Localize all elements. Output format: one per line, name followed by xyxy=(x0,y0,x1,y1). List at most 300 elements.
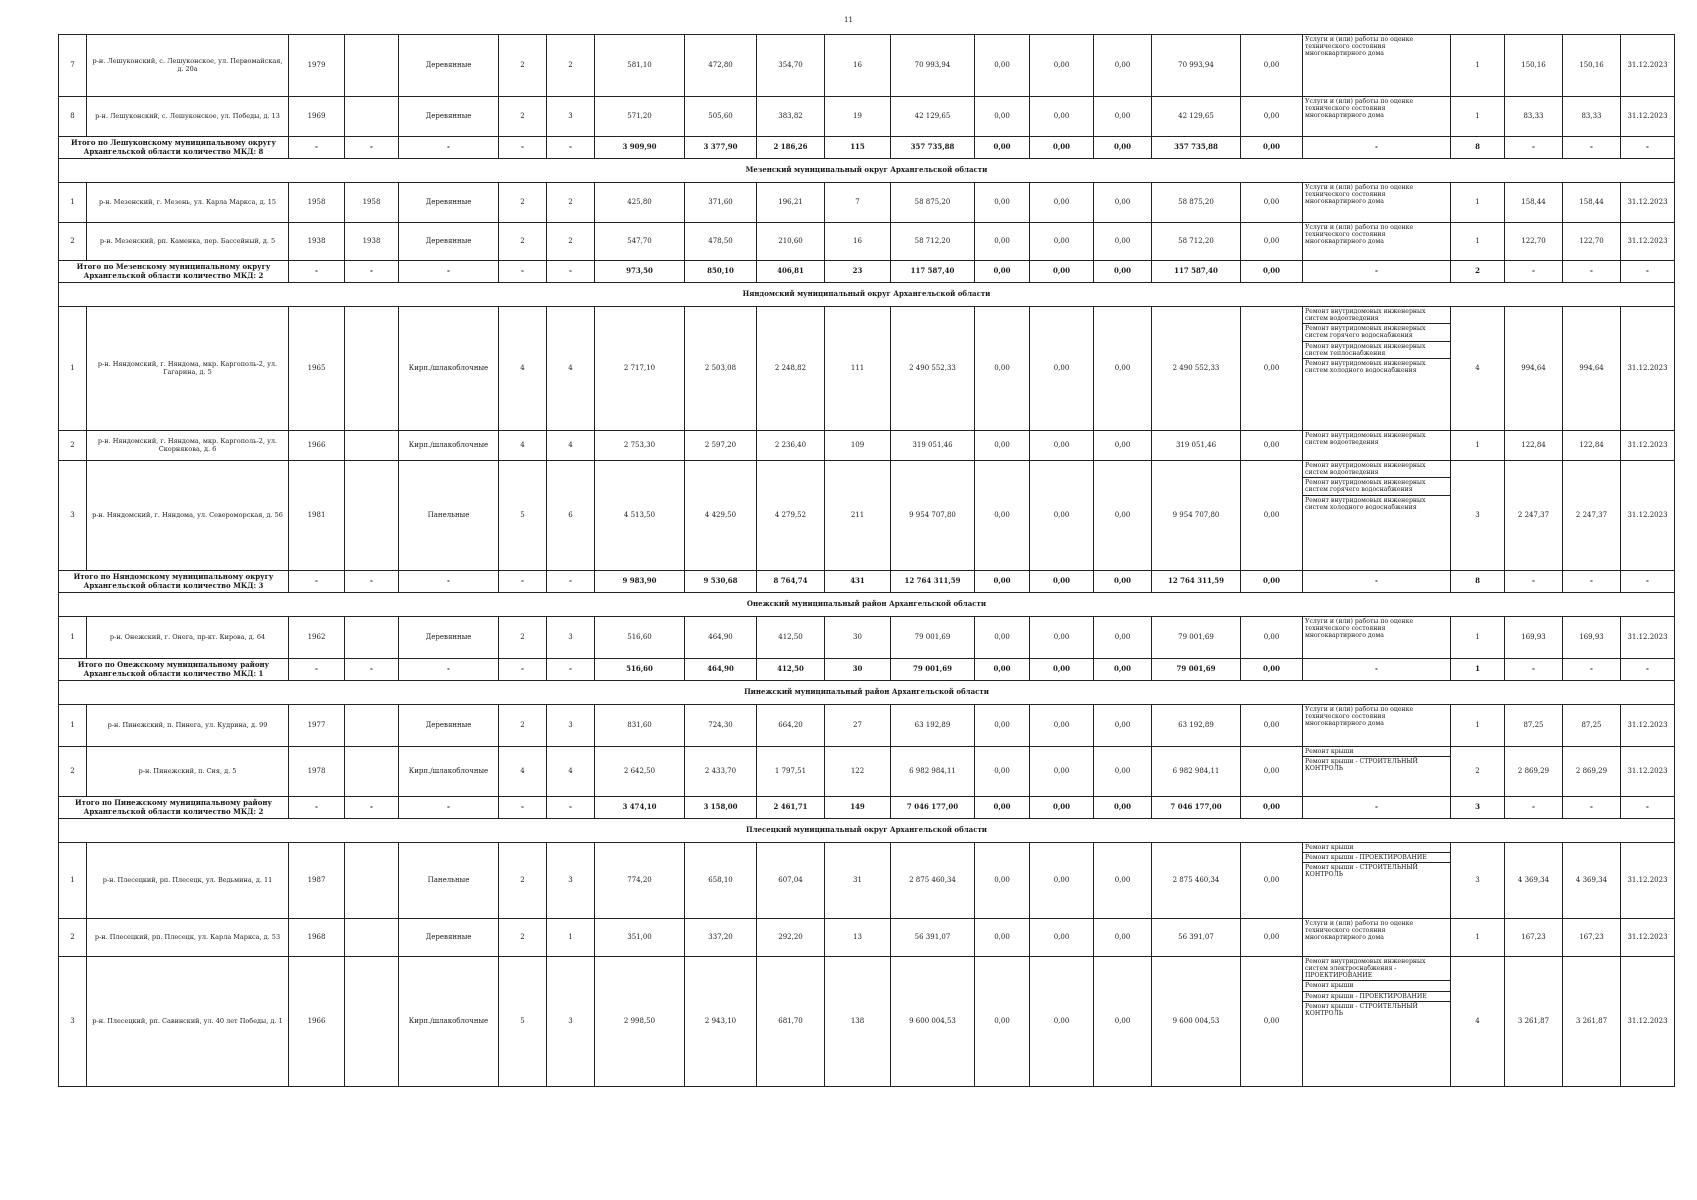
work-item xyxy=(1303,183,1450,206)
work-item-text: Ремонт крыши - СТРОИТЕЛЬНЫЙ КОНТРОЛЬ xyxy=(1305,1002,1418,1017)
overhaul-program-table xyxy=(58,34,1675,1087)
work-item-text: Ремонт внутридомовых инженерных систем теплоснабжения xyxy=(1303,341,1450,358)
entrances: 4 xyxy=(547,307,595,431)
overhaul-year xyxy=(345,307,399,431)
work-item xyxy=(1303,981,1450,991)
dash-cell: - xyxy=(399,659,499,681)
row-number: 1 xyxy=(59,843,87,919)
total-row xyxy=(59,137,1675,159)
works-list xyxy=(1303,183,1450,206)
fund-1: 0,00 xyxy=(975,223,1030,261)
works-count: 4 xyxy=(1451,957,1505,1087)
area-total: 2 717,10 xyxy=(595,307,685,431)
wall-material: Кирп./шлакоблочные xyxy=(399,747,499,797)
entrances: 3 xyxy=(547,843,595,919)
area-total: 516,60 xyxy=(595,617,685,659)
total-row xyxy=(59,261,1675,283)
deadline: 31.12.2023 xyxy=(1621,919,1675,957)
unit-cost-max: 122,70 xyxy=(1563,223,1621,261)
built-year: 1958 xyxy=(289,183,345,223)
total-area: 516,60 xyxy=(595,659,685,681)
other-funds: 0,00 xyxy=(1241,97,1303,137)
table-row xyxy=(59,705,1675,747)
entrances: 2 xyxy=(547,183,595,223)
work-item xyxy=(1303,461,1450,478)
fund-3: 0,00 xyxy=(1094,223,1152,261)
wall-material: Кирп./шлакоблочные xyxy=(399,307,499,431)
row-number: 1 xyxy=(59,617,87,659)
work-item-text: Ремонт внутридомовых инженерных систем водоотведения xyxy=(1303,307,1450,324)
table-row xyxy=(59,183,1675,223)
address-cell: р-н. Пинежский, п. Пинега, ул. Кудрина, д. 99 xyxy=(87,705,289,747)
area-total: 774,20 xyxy=(595,843,685,919)
row-number: 2 xyxy=(59,431,87,461)
fund-3: 0,00 xyxy=(1094,431,1152,461)
floors: 5 xyxy=(499,461,547,571)
cost-total: 58 712,20 xyxy=(891,223,975,261)
works-list xyxy=(1303,843,1450,880)
total-fund-1: 0,00 xyxy=(975,571,1030,593)
work-item-text: Услуги и (или) работы по оценке технического состояния многоквартирного дома xyxy=(1305,706,1414,728)
total-label: Итого по Мезенскому муниципальному округу Архангельской области количество МКД: 2 xyxy=(59,261,289,283)
page-number: 11 xyxy=(844,16,853,24)
works-list xyxy=(1303,957,1450,1018)
dash-cell: - xyxy=(499,659,547,681)
cost-total: 58 875,20 xyxy=(891,183,975,223)
work-item xyxy=(1303,705,1450,728)
residents-count: 13 xyxy=(825,919,891,957)
deadline: 31.12.2023 xyxy=(1621,431,1675,461)
total-area-owned: 2 461,71 xyxy=(757,797,825,819)
wall-material: Деревянные xyxy=(399,919,499,957)
fund-2: 0,00 xyxy=(1030,307,1094,431)
dash-cell: - xyxy=(1505,797,1563,819)
work-item-text: Ремонт внутридомовых инженерных систем горячего водоснабжения xyxy=(1303,478,1450,495)
unit-cost: 169,93 xyxy=(1505,617,1563,659)
own-funds: 2 490 552,33 xyxy=(1152,307,1241,431)
works-list xyxy=(1303,747,1450,773)
works-cell xyxy=(1303,617,1451,659)
dash-cell: - xyxy=(1621,797,1675,819)
dash-cell: - xyxy=(547,659,595,681)
fund-1: 0,00 xyxy=(975,919,1030,957)
deadline: 31.12.2023 xyxy=(1621,747,1675,797)
overhaul-year: 1958 xyxy=(345,183,399,223)
total-own-funds: 12 764 311,59 xyxy=(1152,571,1241,593)
works-cell xyxy=(1303,97,1451,137)
fund-2: 0,00 xyxy=(1030,957,1094,1087)
work-item-text: Ремонт крыши xyxy=(1303,843,1450,853)
table-row xyxy=(59,617,1675,659)
work-item xyxy=(1303,431,1450,447)
fund-3: 0,00 xyxy=(1094,957,1152,1087)
cost-total: 9 600 004,53 xyxy=(891,957,975,1087)
works-list xyxy=(1303,617,1450,640)
work-item xyxy=(1303,358,1450,375)
built-year: 1968 xyxy=(289,919,345,957)
wall-material: Панельные xyxy=(399,843,499,919)
cost-total: 70 993,94 xyxy=(891,35,975,97)
residents-count: 16 xyxy=(825,223,891,261)
work-item-text: Ремонт внутридомовых инженерных систем водоотведения xyxy=(1305,432,1426,447)
total-area-owned: 412,50 xyxy=(757,659,825,681)
work-item xyxy=(1303,478,1450,495)
section-title: Пинежский муниципальный район Архангельской области xyxy=(59,681,1675,705)
unit-cost: 158,44 xyxy=(1505,183,1563,223)
work-item xyxy=(1303,843,1450,853)
table-row xyxy=(59,97,1675,137)
dash-cell: - xyxy=(1563,571,1621,593)
section-header-row xyxy=(59,681,1675,705)
section-header-row xyxy=(59,819,1675,843)
dash-cell: - xyxy=(1505,571,1563,593)
works-count: 2 xyxy=(1451,747,1505,797)
total-area: 9 983,90 xyxy=(595,571,685,593)
total-area: 973,50 xyxy=(595,261,685,283)
unit-cost: 3 261,87 xyxy=(1505,957,1563,1087)
total-fund-2: 0,00 xyxy=(1030,797,1094,819)
deadline: 31.12.2023 xyxy=(1621,843,1675,919)
overhaul-year xyxy=(345,97,399,137)
row-number: 1 xyxy=(59,183,87,223)
work-item xyxy=(1303,757,1450,774)
section-header-row xyxy=(59,159,1675,183)
works-count: 3 xyxy=(1451,843,1505,919)
other-funds: 0,00 xyxy=(1241,957,1303,1087)
fund-1: 0,00 xyxy=(975,747,1030,797)
fund-3: 0,00 xyxy=(1094,461,1152,571)
fund-1: 0,00 xyxy=(975,617,1030,659)
total-label: Итого по Пинежскому муниципальному району Архангельской области количество МКД: 2 xyxy=(59,797,289,819)
works-cell xyxy=(1303,747,1451,797)
area-residential: 464,90 xyxy=(685,617,757,659)
entrances: 4 xyxy=(547,431,595,461)
total-label: Итого по Лешуконскому муниципальному округу Архангельской области количество МКД: 8 xyxy=(59,137,289,159)
entrances: 3 xyxy=(547,957,595,1087)
other-funds: 0,00 xyxy=(1241,431,1303,461)
unit-cost: 2 869,29 xyxy=(1505,747,1563,797)
own-funds: 42 129,65 xyxy=(1152,97,1241,137)
fund-2: 0,00 xyxy=(1030,617,1094,659)
area-owned: 2 248,82 xyxy=(757,307,825,431)
row-number: 2 xyxy=(59,223,87,261)
deadline: 31.12.2023 xyxy=(1621,461,1675,571)
built-year: 1977 xyxy=(289,705,345,747)
total-cost: 79 001,69 xyxy=(891,659,975,681)
dash-cell: - xyxy=(289,571,345,593)
residents-count: 211 xyxy=(825,461,891,571)
dash-cell: - xyxy=(399,797,499,819)
work-item-text: Ремонт крыши xyxy=(1303,747,1450,757)
table-row xyxy=(59,957,1675,1087)
deadline: 31.12.2023 xyxy=(1621,307,1675,431)
total-residents: 23 xyxy=(825,261,891,283)
total-fund-1: 0,00 xyxy=(975,659,1030,681)
fund-3: 0,00 xyxy=(1094,35,1152,97)
wall-material: Панельные xyxy=(399,461,499,571)
other-funds: 0,00 xyxy=(1241,617,1303,659)
fund-3: 0,00 xyxy=(1094,307,1152,431)
built-year: 1938 xyxy=(289,223,345,261)
entrances: 3 xyxy=(547,617,595,659)
dash-cell: - xyxy=(399,137,499,159)
deadline: 31.12.2023 xyxy=(1621,223,1675,261)
work-item xyxy=(1303,747,1450,757)
total-area: 3 474,10 xyxy=(595,797,685,819)
dash-cell: - xyxy=(547,261,595,283)
dash-cell: - xyxy=(1303,659,1451,681)
area-owned: 664,20 xyxy=(757,705,825,747)
total-fund-2: 0,00 xyxy=(1030,659,1094,681)
fund-1: 0,00 xyxy=(975,705,1030,747)
total-own-funds: 7 046 177,00 xyxy=(1152,797,1241,819)
overhaul-year xyxy=(345,431,399,461)
cost-total: 63 192,89 xyxy=(891,705,975,747)
address-cell: р-н. Плесецкий, рп. Плесецк, ул. Ведьмина, д. 11 xyxy=(87,843,289,919)
area-owned: 607,04 xyxy=(757,843,825,919)
fund-1: 0,00 xyxy=(975,957,1030,1087)
wall-material: Деревянные xyxy=(399,183,499,223)
dash-cell: - xyxy=(289,797,345,819)
total-area-residential: 3 158,00 xyxy=(685,797,757,819)
fund-3: 0,00 xyxy=(1094,705,1152,747)
other-funds: 0,00 xyxy=(1241,705,1303,747)
dash-cell: - xyxy=(1303,797,1451,819)
other-funds: 0,00 xyxy=(1241,35,1303,97)
entrances: 4 xyxy=(547,747,595,797)
floors: 4 xyxy=(499,307,547,431)
work-item xyxy=(1303,617,1450,640)
total-area: 3 909,90 xyxy=(595,137,685,159)
section-header-row xyxy=(59,283,1675,307)
total-fund-1: 0,00 xyxy=(975,137,1030,159)
row-number: 3 xyxy=(59,957,87,1087)
area-residential: 2 597,20 xyxy=(685,431,757,461)
unit-cost: 150,16 xyxy=(1505,35,1563,97)
total-area-residential: 464,90 xyxy=(685,659,757,681)
total-label: Итого по Онежскому муниципальному району Архангельской области количество МКД: 1 xyxy=(59,659,289,681)
address-cell: р-н. Мезенский, рп. Каменка, пер. Бассейный, д. 5 xyxy=(87,223,289,261)
work-item-text: Услуги и (или) работы по оценке технического состояния многоквартирного дома xyxy=(1305,920,1414,942)
dash-cell: - xyxy=(1303,137,1451,159)
wall-material: Кирп./шлакоблочные xyxy=(399,431,499,461)
unit-cost-max: 167,23 xyxy=(1563,919,1621,957)
total-area-owned: 406,81 xyxy=(757,261,825,283)
own-funds: 63 192,89 xyxy=(1152,705,1241,747)
built-year: 1978 xyxy=(289,747,345,797)
wall-material: Деревянные xyxy=(399,97,499,137)
total-label: Итого по Няндомскому муниципальному округу Архангельской области количество МКД: 3 xyxy=(59,571,289,593)
work-item xyxy=(1303,919,1450,942)
area-total: 547,70 xyxy=(595,223,685,261)
entrances: 1 xyxy=(547,919,595,957)
works-cell xyxy=(1303,307,1451,431)
area-residential: 724,30 xyxy=(685,705,757,747)
row-number: 8 xyxy=(59,97,87,137)
total-works-count: 8 xyxy=(1451,571,1505,593)
works-cell xyxy=(1303,843,1451,919)
cost-total: 56 391,07 xyxy=(891,919,975,957)
works-cell xyxy=(1303,919,1451,957)
fund-1: 0,00 xyxy=(975,35,1030,97)
overhaul-year xyxy=(345,617,399,659)
work-item-text: Услуги и (или) работы по оценке технического состояния многоквартирного дома xyxy=(1305,98,1414,120)
floors: 4 xyxy=(499,431,547,461)
works-cell xyxy=(1303,957,1451,1087)
entrances: 2 xyxy=(547,35,595,97)
fund-3: 0,00 xyxy=(1094,747,1152,797)
residents-count: 109 xyxy=(825,431,891,461)
residents-count: 31 xyxy=(825,843,891,919)
table-row xyxy=(59,919,1675,957)
entrances: 3 xyxy=(547,705,595,747)
work-item-text: Ремонт крыши - ПРОЕКТИРОВАНИЕ xyxy=(1303,991,1450,1001)
area-owned: 412,50 xyxy=(757,617,825,659)
fund-2: 0,00 xyxy=(1030,461,1094,571)
work-item xyxy=(1303,991,1450,1001)
fund-2: 0,00 xyxy=(1030,843,1094,919)
total-area-residential: 9 530,68 xyxy=(685,571,757,593)
dash-cell: - xyxy=(1621,659,1675,681)
row-number: 2 xyxy=(59,747,87,797)
area-total: 2 642,50 xyxy=(595,747,685,797)
fund-2: 0,00 xyxy=(1030,919,1094,957)
total-residents: 431 xyxy=(825,571,891,593)
wall-material: Деревянные xyxy=(399,705,499,747)
unit-cost: 122,84 xyxy=(1505,431,1563,461)
unit-cost: 2 247,37 xyxy=(1505,461,1563,571)
works-list xyxy=(1303,223,1450,246)
floors: 5 xyxy=(499,957,547,1087)
residents-count: 138 xyxy=(825,957,891,1087)
dash-cell: - xyxy=(499,571,547,593)
unit-cost-max: 83,33 xyxy=(1563,97,1621,137)
wall-material: Деревянные xyxy=(399,223,499,261)
table-row xyxy=(59,35,1675,97)
cost-total: 6 982 984,11 xyxy=(891,747,975,797)
work-item-text: Ремонт внутридомовых инженерных систем горячего водоснабжения xyxy=(1303,324,1450,341)
unit-cost-max: 2 247,37 xyxy=(1563,461,1621,571)
overhaul-year xyxy=(345,705,399,747)
total-fund-1: 0,00 xyxy=(975,797,1030,819)
works-list xyxy=(1303,431,1450,447)
floors: 2 xyxy=(499,705,547,747)
work-item xyxy=(1303,35,1450,58)
residents-count: 111 xyxy=(825,307,891,431)
work-item xyxy=(1303,223,1450,246)
works-list xyxy=(1303,461,1450,512)
residents-count: 30 xyxy=(825,617,891,659)
area-owned: 1 797,51 xyxy=(757,747,825,797)
works-list xyxy=(1303,919,1450,942)
fund-3: 0,00 xyxy=(1094,843,1152,919)
works-count: 1 xyxy=(1451,617,1505,659)
work-item xyxy=(1303,1001,1450,1018)
overhaul-year xyxy=(345,957,399,1087)
area-residential: 2 433,70 xyxy=(685,747,757,797)
area-owned: 2 236,40 xyxy=(757,431,825,461)
total-residents: 30 xyxy=(825,659,891,681)
overhaul-year xyxy=(345,461,399,571)
residents-count: 7 xyxy=(825,183,891,223)
address-cell: р-н. Онежский, г. Онега, пр-кт. Кирова, д. 64 xyxy=(87,617,289,659)
table-row xyxy=(59,431,1675,461)
unit-cost-max: 150,16 xyxy=(1563,35,1621,97)
built-year: 1962 xyxy=(289,617,345,659)
entrances: 2 xyxy=(547,223,595,261)
residents-count: 27 xyxy=(825,705,891,747)
total-own-funds: 357 735,88 xyxy=(1152,137,1241,159)
address-cell: р-н. Лешуконский, с. Лешуконское, ул. Первомайская, д. 20а xyxy=(87,35,289,97)
total-row xyxy=(59,659,1675,681)
area-residential: 337,20 xyxy=(685,919,757,957)
total-row xyxy=(59,571,1675,593)
work-item-text: Услуги и (или) работы по оценке технического состояния многоквартирного дома xyxy=(1305,184,1414,206)
unit-cost-max: 994,64 xyxy=(1563,307,1621,431)
floors: 2 xyxy=(499,223,547,261)
overhaul-year: 1938 xyxy=(345,223,399,261)
work-item-text: Ремонт крыши - СТРОИТЕЛЬНЫЙ КОНТРОЛЬ xyxy=(1305,758,1418,773)
dash-cell: - xyxy=(1505,659,1563,681)
area-residential: 4 429,50 xyxy=(685,461,757,571)
work-item xyxy=(1303,863,1450,880)
table-row xyxy=(59,461,1675,571)
fund-3: 0,00 xyxy=(1094,97,1152,137)
dash-cell: - xyxy=(499,261,547,283)
other-funds: 0,00 xyxy=(1241,183,1303,223)
fund-3: 0,00 xyxy=(1094,183,1152,223)
section-title: Мезенский муниципальный округ Архангельской области xyxy=(59,159,1675,183)
other-funds: 0,00 xyxy=(1241,747,1303,797)
area-residential: 505,60 xyxy=(685,97,757,137)
built-year: 1979 xyxy=(289,35,345,97)
entrances: 3 xyxy=(547,97,595,137)
work-item-text: Услуги и (или) работы по оценке технического состояния многоквартирного дома xyxy=(1305,224,1414,246)
built-year: 1966 xyxy=(289,957,345,1087)
dash-cell: - xyxy=(547,137,595,159)
works-cell xyxy=(1303,461,1451,571)
total-residents: 149 xyxy=(825,797,891,819)
address-cell: р-н. Няндомский, г. Няндома, мкр. Каргополь-2, ул. Скорнякова, д. 6 xyxy=(87,431,289,461)
works-count: 1 xyxy=(1451,223,1505,261)
residents-count: 122 xyxy=(825,747,891,797)
total-fund-2: 0,00 xyxy=(1030,571,1094,593)
fund-1: 0,00 xyxy=(975,431,1030,461)
area-owned: 354,70 xyxy=(757,35,825,97)
own-funds: 9 600 004,53 xyxy=(1152,957,1241,1087)
cost-total: 79 001,69 xyxy=(891,617,975,659)
work-item-text: Ремонт крыши xyxy=(1303,981,1450,991)
dash-cell: - xyxy=(1563,659,1621,681)
total-area-residential: 3 377,90 xyxy=(685,137,757,159)
row-number: 1 xyxy=(59,705,87,747)
total-cost: 357 735,88 xyxy=(891,137,975,159)
dash-cell: - xyxy=(1563,137,1621,159)
floors: 2 xyxy=(499,35,547,97)
total-other: 0,00 xyxy=(1241,659,1303,681)
deadline: 31.12.2023 xyxy=(1621,35,1675,97)
total-area-residential: 850,10 xyxy=(685,261,757,283)
unit-cost-max: 158,44 xyxy=(1563,183,1621,223)
section-title: Няндомский муниципальный округ Архангельской области xyxy=(59,283,1675,307)
dash-cell: - xyxy=(289,137,345,159)
work-item-text: Ремонт внутридомовых инженерных систем холодного водоснабжения xyxy=(1305,359,1426,374)
residents-count: 19 xyxy=(825,97,891,137)
dash-cell: - xyxy=(499,137,547,159)
total-works-count: 1 xyxy=(1451,659,1505,681)
work-item-text: Услуги и (или) работы по оценке технического состояния многоквартирного дома xyxy=(1305,618,1414,640)
table-row xyxy=(59,223,1675,261)
